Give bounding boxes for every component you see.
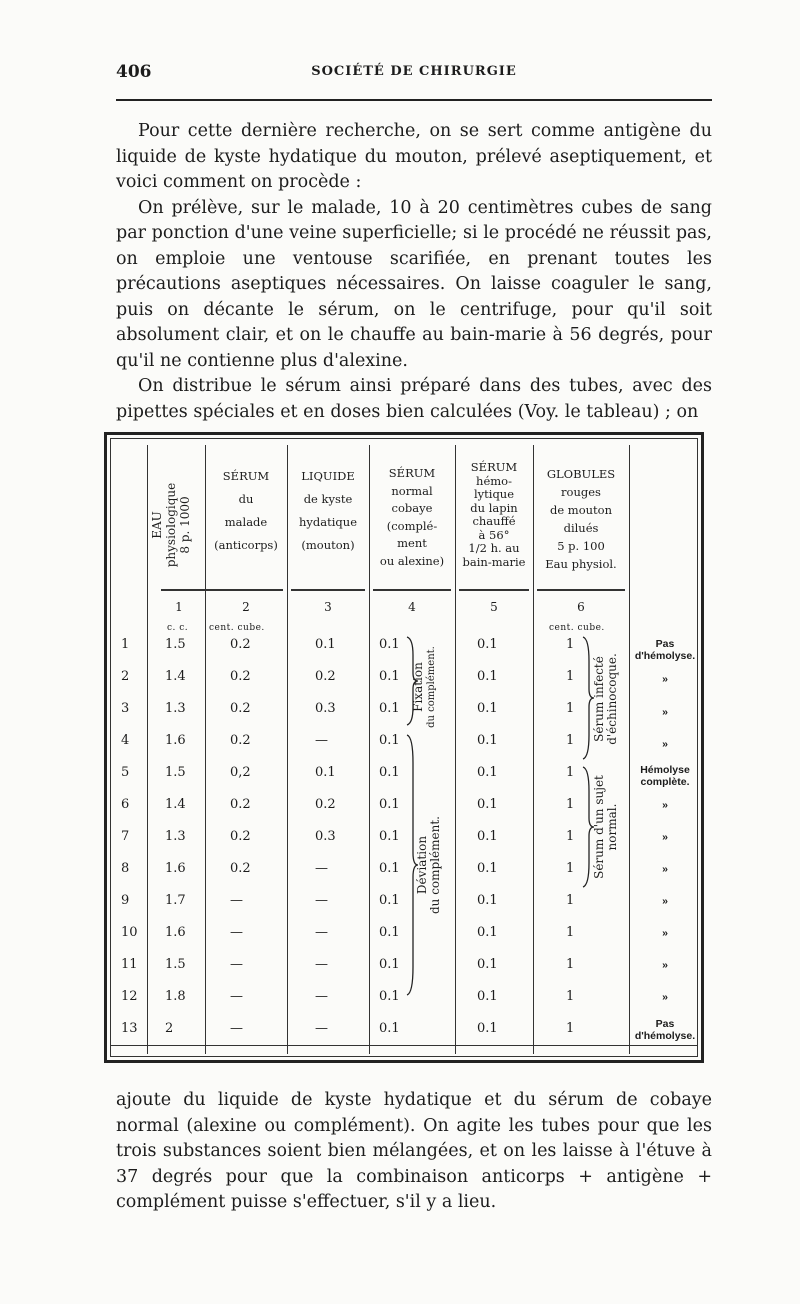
cell-serum-cobaye: 0.1 [379,1021,400,1036]
result-no-hemolysis [629,1018,701,1042]
header-line: Eau physiol. [545,557,617,571]
label-infecte [593,644,621,754]
cell-liquide: — [315,989,328,1004]
header-underline [459,589,529,591]
cell-serum-malade: — [230,893,243,908]
header-underline [373,589,451,591]
header-line: bain-marie [462,554,526,569]
cell-liquide: 0.2 [315,797,336,812]
cell-globules: 1 [566,765,575,780]
label-fixation [412,637,440,737]
header-line: (complé- [386,518,438,533]
header-line: 8 p. 1000 [178,496,192,554]
col-divider [147,445,148,1054]
cell-liquide: 0.1 [315,765,336,780]
cell-eau: 1.4 [165,797,186,812]
cell-liquide: 0.3 [315,829,336,844]
cell-serum-cobaye: 0.1 [379,925,400,940]
header-line: hydatique [299,515,357,529]
cell-serum-lapin: 0.1 [477,637,498,652]
header-line: EAU [150,511,164,539]
header-line: 5 p. 100 [557,539,605,553]
cell-globules: 1 [566,637,575,652]
cell-serum-lapin: 0.1 [477,861,498,876]
cell-globules: 1 [566,733,575,748]
result-ditto: » [662,895,668,907]
cell-serum-lapin: 0.1 [477,797,498,812]
cell-liquide: — [315,733,328,748]
header-line: chauffé [472,514,516,528]
cell-eau: 2 [165,1021,174,1036]
result-ditto: » [662,738,668,750]
page-number: 406 [116,62,152,82]
cell-eau: 1.5 [165,957,186,972]
header-serum-lapin [455,461,533,569]
header-underline [537,589,625,591]
table-bottom-rule [111,1045,697,1046]
cell-globules: 1 [566,957,575,972]
result-ditto: » [662,927,668,939]
column-number: 3 [324,600,332,614]
cell-liquide: — [315,861,328,876]
result-line: Pas [655,1018,675,1030]
cell-serum-cobaye: 0.1 [379,701,400,716]
paragraph: On prélève, sur le malade, 10 à 20 centimètres cubes de sang par ponction d'une veine superficielle; si le procédé ne réussit pas, on emploie une ventouse scarifiée, en prenant toutes les précautions aseptiques nécessaires. On laisse coaguler le sang, puis on décante le sérum, on le centrifuge, pour qu'il soit absolument clair, et on le chauffe au bain-marie à 56 degrés, pour qu'il ne contienne plus d'alexine. [116,197,712,371]
cell-serum-malade: — [230,989,243,1004]
header-line: GLOBULES [546,467,616,481]
cell-serum-lapin: 0.1 [477,829,498,844]
cell-globules: 1 [566,797,575,812]
result-line: d'hémolyse. [634,1030,696,1042]
cell-liquide: — [315,957,328,972]
cell-serum-malade: 0.2 [230,829,251,844]
result-complete-hemolysis [629,764,701,788]
cell-serum-malade: 0.2 [230,637,251,652]
cell-serum-lapin: 0.1 [477,669,498,684]
cell-serum-lapin: 0.1 [477,1021,498,1036]
cell-serum-lapin: 0.1 [477,989,498,1004]
header-line: (mouton) [301,538,355,552]
unit-label: cent. cube. [549,623,605,633]
result-ditto: » [662,799,668,811]
cell-eau: 1.6 [165,861,186,876]
cell-tube-number: 5 [121,765,130,780]
header-line: ment [397,536,427,550]
cell-tube-number: 12 [121,989,138,1004]
column-number: 6 [577,600,585,614]
header-line: malade [224,515,268,529]
result-ditto: » [662,706,668,718]
cell-liquide: 0.3 [315,701,336,716]
cell-serum-malade: 0.2 [230,669,251,684]
result-line: Pas [655,638,675,650]
cell-eau: 1.7 [165,893,186,908]
cell-eau: 1.5 [165,637,186,652]
brace-line: d'échinocoque. [605,653,619,745]
cell-tube-number: 10 [121,925,138,940]
body-text-bottom [116,1088,712,1216]
cell-liquide: — [315,893,328,908]
header-line: à 56° [478,527,510,542]
header-line: (anticorps) [214,538,278,552]
result-ditto: » [662,991,668,1003]
brace-line: Fixation [411,662,425,712]
body-text-top [116,119,712,425]
cell-serum-lapin: 0.1 [477,957,498,972]
experiment-table [104,432,704,1063]
cell-tube-number: 4 [121,733,130,748]
header-rule [116,99,712,101]
result-line: Hémolyse [640,764,690,776]
header-line: 1/2 h. au [468,541,520,555]
header-line: normal [391,483,433,498]
cell-serum-cobaye: 0.1 [379,989,400,1004]
header-line: lytique [473,487,515,501]
result-line: complète. [640,776,690,788]
header-serum-cobaye [369,465,455,570]
cell-tube-number: 2 [121,669,130,684]
brace-line: du complément. [428,816,442,915]
cell-globules: 1 [566,893,575,908]
cell-tube-number: 7 [121,829,130,844]
cell-serum-cobaye: 0.1 [379,893,400,908]
cell-serum-cobaye: 0.1 [379,829,400,844]
label-normal [593,772,621,882]
result-line: d'hémolyse. [634,650,696,662]
header-line: SÉRUM [388,466,436,480]
brace-line: Déviation [415,835,429,895]
result-ditto: » [662,673,668,685]
header-line: du lapin [470,500,518,515]
cell-liquide: 0.1 [315,637,336,652]
cell-serum-cobaye: 0.1 [379,797,400,812]
cell-serum-malade: 0.2 [230,733,251,748]
header-line: hémo- [476,473,512,488]
cell-serum-cobaye: 0.1 [379,637,400,652]
cell-serum-lapin: 0.1 [477,701,498,716]
cell-tube-number: 3 [121,701,130,716]
paragraph: On distribue le sérum ainsi préparé dans des tubes, avec des pipettes spéciales et en doses bien calculées (Voy. le tableau) ; on [116,376,712,422]
header-line: rouges [561,485,601,499]
cell-tube-number: 9 [121,893,130,908]
result-ditto: » [662,863,668,875]
header-eau [150,465,206,585]
header-line: du [238,492,254,506]
unit-label: cent. cube. [209,623,265,633]
column-number: 5 [490,600,498,614]
cell-eau: 1.5 [165,765,186,780]
cell-liquide: — [315,1021,328,1036]
cell-serum-malade: — [230,1021,243,1036]
cell-tube-number: 11 [121,957,138,972]
cell-globules: 1 [566,829,575,844]
cell-globules: 1 [566,861,575,876]
cell-tube-number: 13 [121,1021,138,1036]
header-line: SÉRUM [470,460,518,474]
header-line: physiologique [164,482,178,568]
cell-tube-number: 6 [121,797,130,812]
cell-serum-cobaye: 0.1 [379,733,400,748]
cell-serum-malade: 0.2 [230,797,251,812]
brace-line: normal. [605,803,619,851]
cell-serum-malade: — [230,957,243,972]
cell-globules: 1 [566,925,575,940]
header-line: ou alexine) [379,553,445,568]
brace-line: Sérum infecté [592,656,606,742]
header-line: dilués [563,521,599,535]
label-deviation [416,810,444,920]
paragraph: Pour cette dernière recherche, on se sert comme antigène du liquide de kyste hydatique du mouton, prélevé aseptiquement, et voici comment on procède : [116,121,712,192]
cell-serum-lapin: 0.1 [477,733,498,748]
cell-globules: 1 [566,669,575,684]
column-number: 2 [242,600,250,614]
cell-serum-malade: — [230,925,243,940]
cell-serum-cobaye: 0.1 [379,957,400,972]
cell-serum-malade: 0.2 [230,701,251,716]
cell-serum-cobaye: 0.1 [379,861,400,876]
header-underline [291,589,365,591]
result-no-hemolysis [629,638,701,662]
header-line: de kyste [303,492,353,506]
cell-globules: 1 [566,1021,575,1036]
header-line: de mouton [549,503,612,517]
cell-serum-lapin: 0.1 [477,893,498,908]
column-number: 1 [175,600,183,614]
cell-eau: 1.6 [165,733,186,748]
cell-liquide: 0.2 [315,669,336,684]
column-number: 4 [408,600,416,614]
brace-line: Sérum d'un sujet [592,775,606,879]
header-globules [533,465,629,573]
cell-eau: 1.4 [165,669,186,684]
header-liquide [287,465,369,557]
header-line: LIQUIDE [301,469,355,483]
header-underline [209,589,283,591]
cell-eau: 1.3 [165,701,186,716]
cell-serum-malade: 0.2 [230,861,251,876]
result-ditto: » [662,959,668,971]
cell-tube-number: 1 [121,637,130,652]
cell-serum-lapin: 0.1 [477,765,498,780]
page-header [116,62,712,86]
cell-globules: 1 [566,701,575,716]
cell-serum-lapin: 0.1 [477,925,498,940]
cell-eau: 1.6 [165,925,186,940]
brace-line: du complément. [426,646,437,728]
cell-serum-malade: 0,2 [230,765,251,780]
cell-serum-cobaye: 0.1 [379,765,400,780]
paragraph: ajoute du liquide de kyste hydatique et du sérum de cobaye normal (alexine ou complément). On agite les tubes pour que les trois substances soient bien mélangées, et on les laisse à l'étuve à 37 degrés pour que la combinaison anticorps + antigène + complément puisse s'effectuer, s'il y a lieu. [116,1090,712,1212]
cell-eau: 1.8 [165,989,186,1004]
cell-tube-number: 8 [121,861,130,876]
running-head: SOCIÉTÉ DE CHIRURGIE [311,64,517,79]
header-line: SÉRUM [222,469,270,483]
cell-eau: 1.3 [165,829,186,844]
header-serum-malade [205,465,287,557]
result-ditto: » [662,831,668,843]
unit-label: c. c. [167,623,189,633]
header-line: cobaye [391,501,433,515]
cell-globules: 1 [566,989,575,1004]
cell-serum-cobaye: 0.1 [379,669,400,684]
cell-liquide: — [315,925,328,940]
